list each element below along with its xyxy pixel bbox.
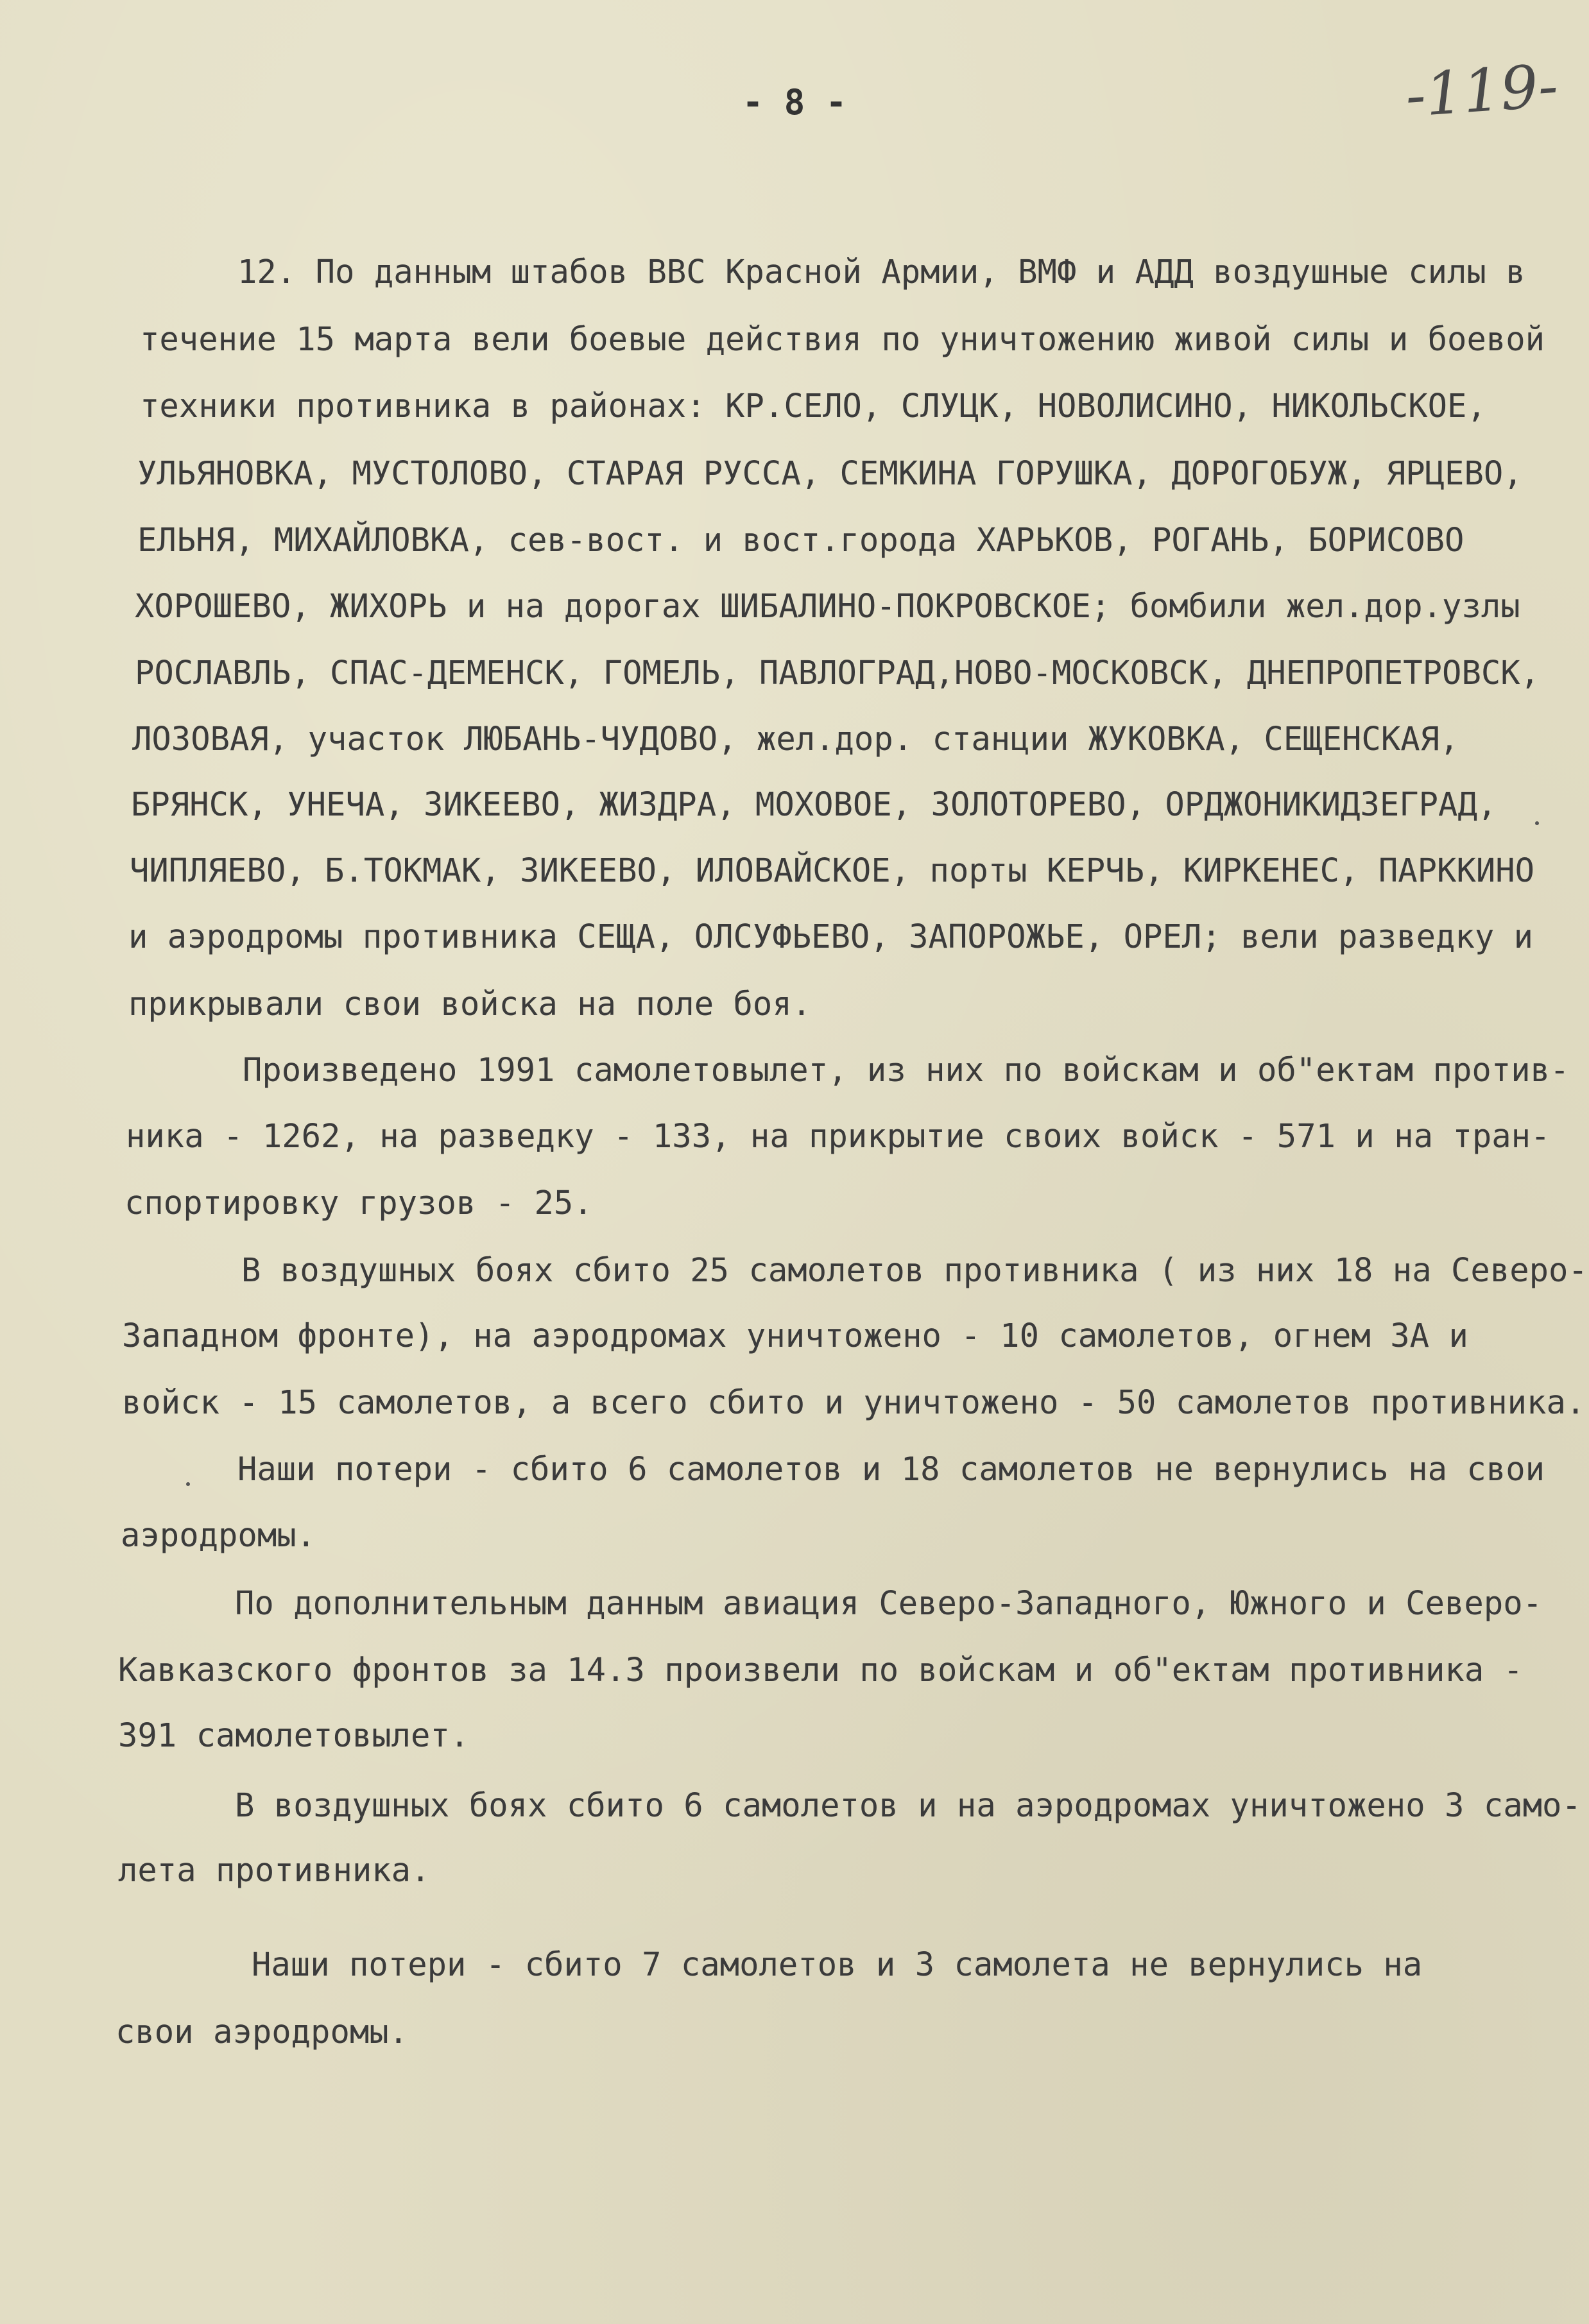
text-line: УЛЬЯНОВКА, МУСТОЛОВО, СТАРАЯ РУССА, СЕМКИНА ГОРУШКА, ДОРОГОБУЖ, ЯРЦЕВО, (137, 454, 1523, 492)
text-line: ХОРОШЕВО, ЖИХОРЬ и на дорогах ШИБАЛИНО-ПОКРОВСКОЕ; бомбили жел.дор.узлы (135, 587, 1520, 625)
ink-speck (186, 1482, 190, 1486)
text-line: ЛОЗОВАЯ, участок ЛЮБАНЬ-ЧУДОВО, жел.дор. станции ЖУКОВКА, СЕЩЕНСКАЯ, (132, 720, 1459, 758)
text-line: техники противника в районах: КР.СЕЛО, СЛУЦК, НОВОЛИСИНО, НИКОЛЬСКОЕ, (140, 387, 1486, 425)
text-line: 12. По данным штабов ВВС Красной Армии, ВМФ и АДД воздушные силы в (237, 253, 1525, 291)
text-line: ника - 1262, на разведку - 133, на прикрытие своих войск - 571 и на тран- (126, 1117, 1550, 1155)
text-line: Наши потери - сбито 6 самолетов и 18 самолетов не вернулись на свои (237, 1450, 1545, 1488)
text-line: Кавказского фронтов за 14.3 произвели по войскам и об"ектам противника - (118, 1651, 1524, 1689)
text-line: РОСЛАВЛЬ, СПАС-ДЕМЕНСК, ГОМЕЛЬ, ПАВЛОГРАД,НОВО-МОСКОВСК, ДНЕПРОПЕТРОВСК, (135, 654, 1540, 692)
text-line: Наши потери - сбито 7 самолетов и 3 самолета не вернулись на (252, 1945, 1423, 1983)
text-line: Западном фронте), на аэродромах уничтожено - 10 самолетов, огнем ЗА и (122, 1317, 1468, 1354)
text-line: ЧИПЛЯЕВО, Б.ТОКМАК, ЗИКЕЕВО, ИЛОВАЙСКОЕ, порты КЕРЧЬ, КИРКЕНЕС, ПАРККИНО (130, 851, 1535, 889)
text-line: По дополнительным данным авиация Северо-Западного, Южного и Северо- (235, 1584, 1543, 1622)
text-line: В воздушных боях сбито 6 самолетов и на аэродромах уничтожено 3 само- (235, 1786, 1581, 1824)
text-line: свои аэродромы. (116, 2013, 409, 2051)
text-line: спортировку грузов - 25. (125, 1184, 593, 1222)
text-line: и аэродромы противника СЕЩА, ОЛСУФЬЕВО, ЗАПОРОЖЬЕ, ОРЕЛ; вели разведку и (128, 918, 1534, 955)
page-number: - 8 - (742, 82, 847, 123)
archive-number-handwritten: -119- (1403, 51, 1561, 131)
text-line: Произведено 1991 самолетовылет, из них по войскам и об"ектам против- (243, 1051, 1570, 1089)
text-line: БРЯНСК, УНЕЧА, ЗИКЕЕВО, ЖИЗДРА, МОХОВОЕ, ЗОЛОТОРЕВО, ОРДЖОНИКИДЗЕГРАД, (131, 785, 1497, 823)
text-line: аэродромы. (121, 1516, 316, 1554)
text-line: течение 15 марта вели боевые действия по уничтожению живой силы и боевой (140, 320, 1545, 358)
text-line: лета противника. (118, 1851, 431, 1889)
text-line: войск - 15 самолетов, а всего сбито и уничтожено - 50 самолетов противника. (122, 1383, 1586, 1421)
text-line: прикрывали свои войска на поле боя. (128, 985, 812, 1023)
text-line: В воздушных боях сбито 25 самолетов противника ( из них 18 на Северо- (241, 1251, 1588, 1289)
text-line: 391 самолетовылет. (118, 1716, 470, 1754)
text-line: ЕЛЬНЯ, МИХАЙЛОВКА, сев-вост. и вост.города ХАРЬКОВ, РОГАНЬ, БОРИСОВО (137, 521, 1464, 559)
ink-speck (1535, 821, 1539, 825)
